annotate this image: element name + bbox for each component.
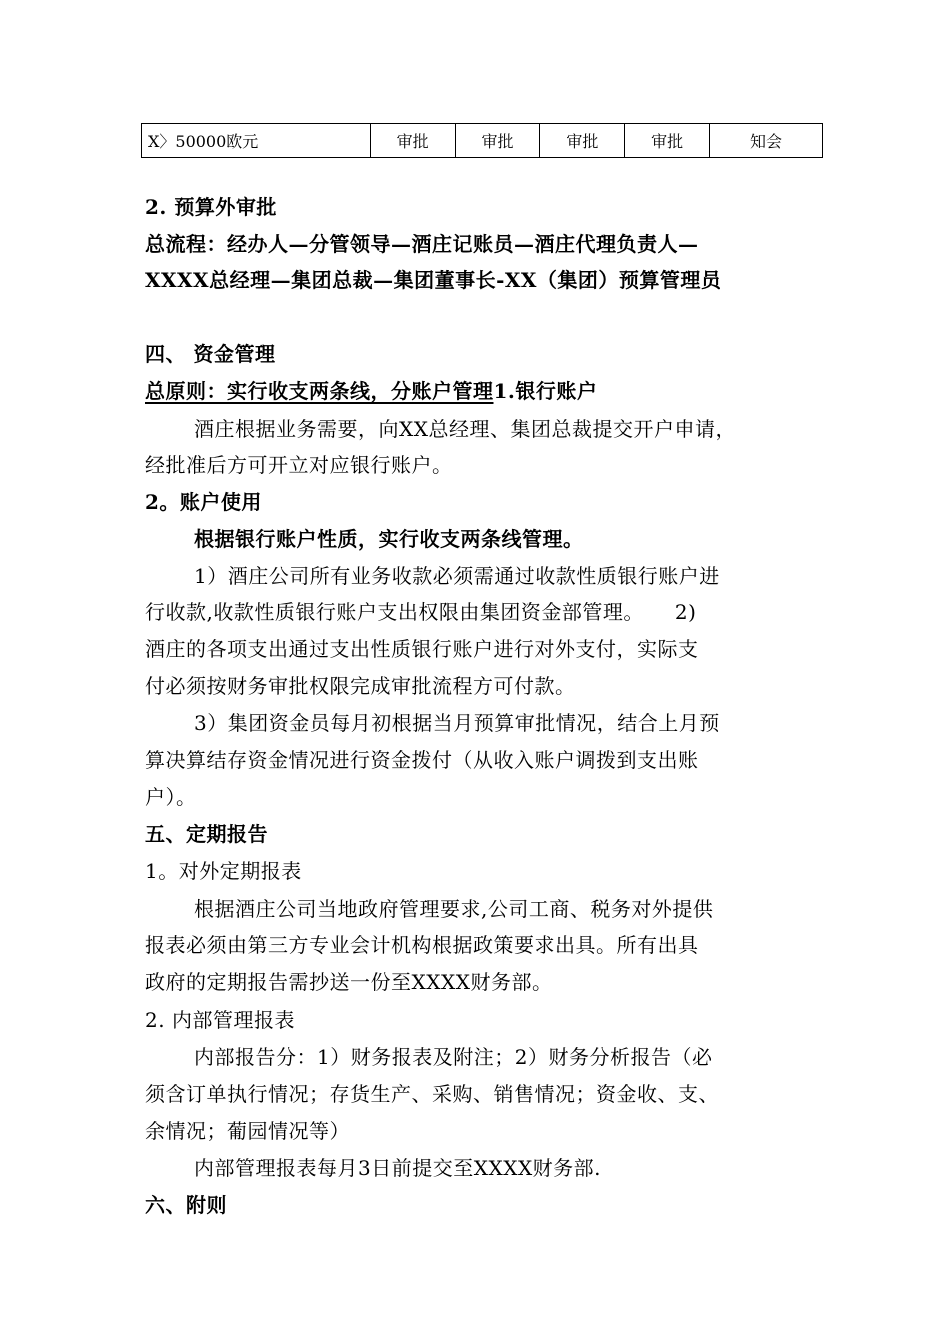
table-cell-amount: X〉50000欧元 (142, 124, 371, 158)
body-text: 根据银行账户性质，实行收支两条线管理。 (194, 527, 584, 551)
table-cell: 审批 (625, 124, 710, 158)
subsection-heading: 2. 内部管理报表 (145, 1008, 295, 1032)
section-heading (145, 340, 275, 368)
approval-table (141, 123, 823, 158)
table-row (142, 124, 823, 158)
process-line: 总流程：经办人—分管领导—酒庄记账员—酒庄代理负责人— (145, 232, 699, 256)
subsection-heading: 2。账户使用 (145, 490, 262, 514)
body-text: 余情况；葡园情况等） (145, 1119, 350, 1143)
body-text: 经批准后方可开立对应银行账户。 (145, 453, 453, 477)
principle-line (145, 377, 597, 405)
body-text: 户）。 (145, 785, 197, 809)
table-cell: 审批 (540, 124, 625, 158)
body-text: 算决算结存资金情况进行资金拨付（从收入账户调拨到支出账 (145, 748, 699, 772)
body-text: 3）集团资金员每月初根据当月预算审批情况，结合上月预 (194, 711, 720, 735)
section-heading: 六、附则 (145, 1193, 227, 1217)
body-text: 行收款,收款性质银行账户支出权限由集团资金部管理。 2) (145, 600, 697, 624)
body-text: 内部管理报表每月3日前提交至XXXX财务部. (194, 1156, 602, 1180)
body-text: 酒庄的各项支出通过支出性质银行账户进行对外支付，实际支 (145, 637, 699, 661)
body-text: 内部报告分：1）财务报表及附注；2）财务分析报告（必 (194, 1045, 713, 1069)
section-heading: 五、定期报告 (145, 822, 268, 846)
body-text: 付必须按财务审批权限完成审批流程方可付款。 (145, 674, 576, 698)
section-heading-text: 四、 资金管理 (145, 342, 276, 366)
principle-underlined: 总原则：实行收支两条线，分账户管理 (145, 379, 494, 403)
table-cell: 知会 (710, 124, 823, 158)
subsection-heading: 1。对外定期报表 (145, 859, 302, 883)
body-text: 根据酒庄公司当地政府管理要求,公司工商、税务对外提供 (194, 897, 714, 921)
body-text: 须含订单执行情况；存货生产、采购、销售情况；资金收、支、 (145, 1082, 719, 1106)
table-cell: 审批 (455, 124, 540, 158)
body-text: 政府的定期报告需抄送一份至XXXX财务部。 (145, 970, 553, 994)
table-cell: 审批 (370, 124, 455, 158)
body-text: 酒庄根据业务需要，向XX总经理、集团总裁提交开户申请， (194, 417, 736, 441)
process-line: XXXX总经理—集团总裁—集团董事长-XX（集团）预算管理员 (145, 268, 722, 292)
body-text: 报表必须由第三方专业会计机构根据政策要求出具。所有出具 (145, 933, 699, 957)
principle-rest: 1.银行账户 (493, 379, 598, 403)
section-heading: 2. 预算外审批 (145, 195, 277, 219)
body-text: 1）酒庄公司所有业务收款必须需通过收款性质银行账户进 (194, 564, 720, 588)
